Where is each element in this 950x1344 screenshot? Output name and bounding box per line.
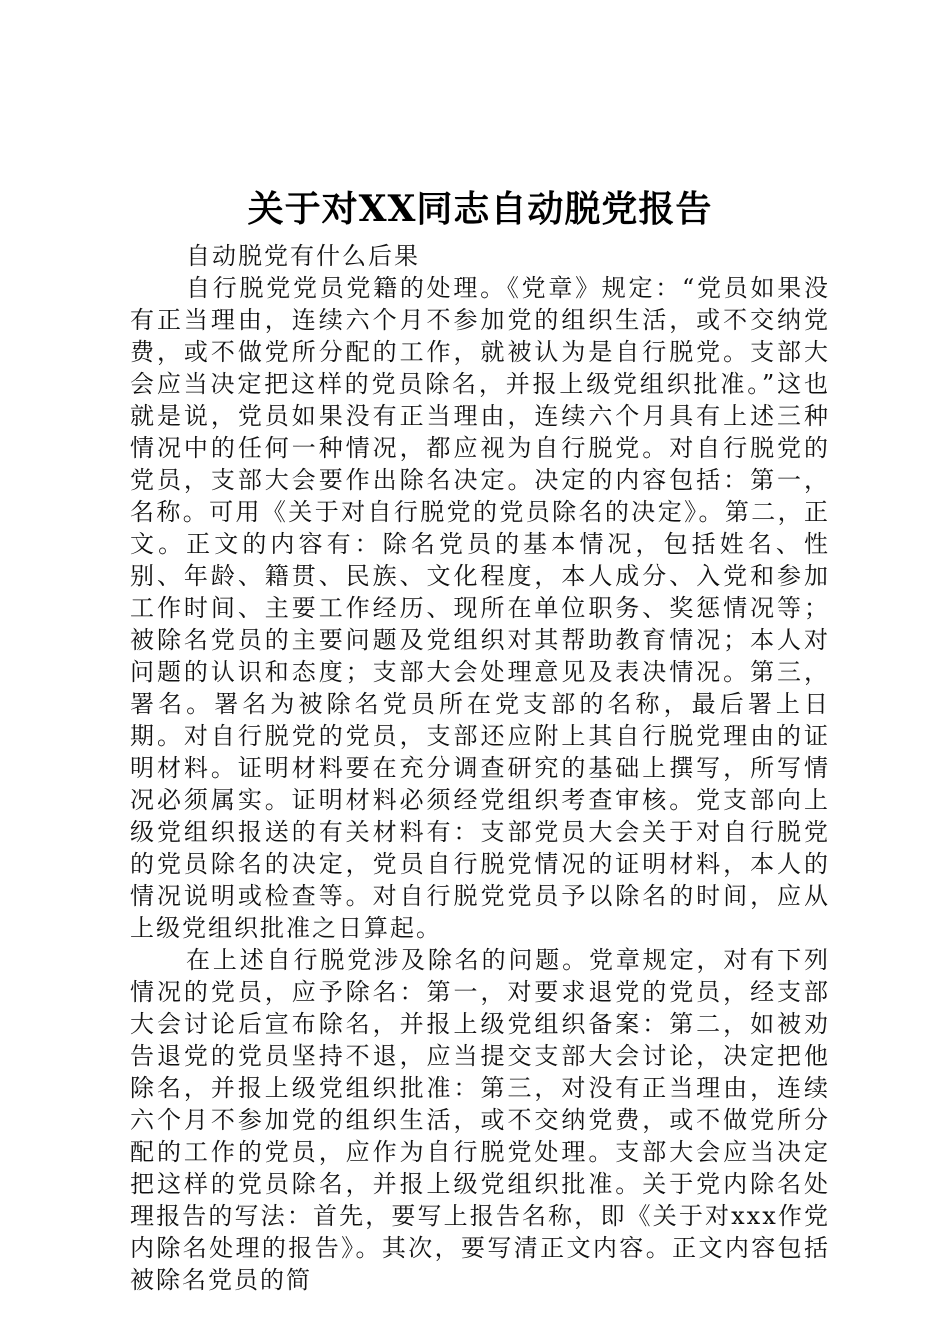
section-subtitle: 自动脱党有什么后果 bbox=[186, 242, 420, 270]
document-title: 关于对XX同志自动脱党报告 bbox=[247, 188, 713, 230]
body-paragraph-1: 自行脱党党员党籍的处理。《党章》规定：“党员如果没有正当理由，连续六个月不参加党的组织生活，或不交纳党费，或不做党所分配的工作，就被认为是自行脱党。支部大会应当决定把这样的党员除名，并报上级党组织批准。”这也就是说，党员如果没有正当理由，连续六个月具有上述三种情况中的任何一种情况，都应视为自行脱党。对自行脱党的党员，支部大会要作出除名决定。决定的内容包括：第一，名称。可用《关于对自行脱党的党员除名的决定》。第二，正文。正文的内容有：除名党员的基本情况，包括姓名、性别、年龄、籍贯、民族、文化程度，本人成分、入党和参加工作时间、主要工作经历、现所在单位职务、奖惩情况等；被除名党员的主要问题及党组织对其帮助教育情况；本人对问题的认识和态度；支部大会处理意见及表决情况。第三，署名。署名为被除名党员所在党支部的名称，最后署上日期。对自行脱党的党员，支部还应附上其自行脱党理由的证明材料。证明材料要在充分调查研究的基础上撰写，所写情况必须属实。证明材料必须经党组织考查审核。党支部向上级党组织报送的有关材料有：支部党员大会关于对自行脱党的党员除名的决定，党员自行脱党情况的证明材料，本人的情况说明或检查等。对自行脱党党员予以除名的时间，应从上级党组织批准之日算起。 bbox=[130, 274, 830, 942]
body-paragraph-2: 在上述自行脱党涉及除名的问题。党章规定，对有下列情况的党员，应予除名：第一，对要求退党的党员，经支部大会讨论后宣布除名，并报上级党组织备案：第二，如被劝告退党的党员坚持不退，应当提交支部大会讨论，决定把他除名，并报上级党组织批准：第三，对没有正当理由，连续六个月不参加党的组织生活，或不交纳党费，或不做党所分配的工作的党员，应作为自行脱党处理。支部大会应当决定把这样的党员除名，并报上级党组织批准。关于党内除名处理报告的写法：首先，要写上报告名称，即《关于对xxx作党内除名处理的报告》。其次，要写清正文内容。正文内容包括被除名党员的简 bbox=[130, 946, 830, 1294]
document-page bbox=[130, 186, 830, 1296]
